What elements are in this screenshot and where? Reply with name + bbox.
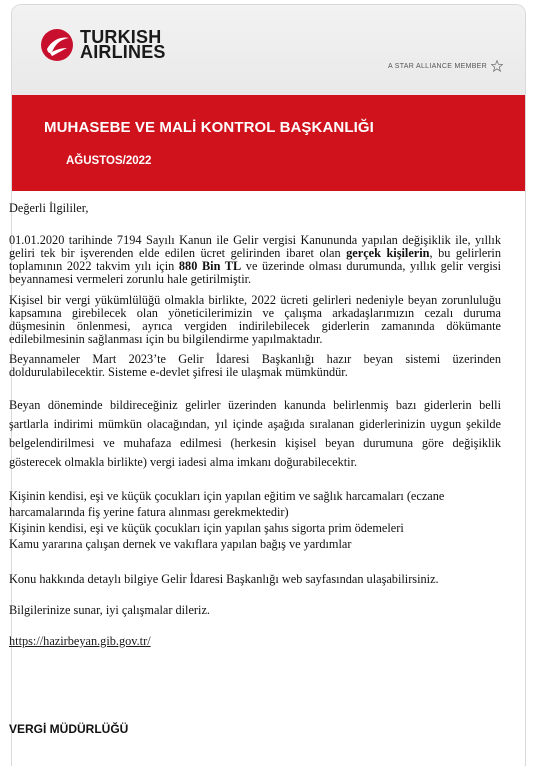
brand-name-line2: AIRLINES	[80, 42, 166, 62]
star-alliance-text: A STAR ALLIANCE MEMBER	[387, 62, 487, 70]
expense-list	[9, 488, 501, 552]
banner-date: AĞUSTOS/2022	[66, 155, 152, 167]
paragraph-1-text-c: ve üzerinde olması durumunda, yıllık gelir vergisi beyannamesi vermeleri zorunlu hale getirilmiştir.	[9, 259, 501, 286]
signoff: VERGİ MÜDÜRLÜĞÜ	[9, 722, 129, 736]
paragraph-1-text-a: 01.01.2020 tarihinde 7194 Sayılı Kanun ile Gelir vergisi Kanununda yapılan değişiklik ile, yıllık geliri tek bir işverenden elde edilen ücret gelirinden ibaret olan	[9, 233, 501, 260]
paragraph-2: Kişisel bir vergi yükümlülüğü olmakla birlikte, 2022 ücreti gelirleri nedeniyle beyan zorunluluğu kapsamına girebilecek olan yöneticilerimizin ve çalışma arkadaşlarımızın cezalı duruma düşmesinin önlenmesi, ayrıca vergiden indirilebilecek giderlerin zamanında dökümante edilebilmesinin sağlanması için bu bilgilendirme yapılmaktadır.	[9, 293, 501, 346]
gib-link[interactable]: https://hazirbeyan.gib.gov.tr/	[9, 634, 151, 648]
paragraph-1	[9, 234, 501, 286]
expense-item-2: Kişinin kendisi, eşi ve küçük çocukları için yapılan şahıs sigorta prim ödemeleri	[9, 521, 404, 535]
brand-name-line1: TURKISH	[80, 27, 162, 47]
paragraph-1-text-b: , bu gelirlerin toplamının 2022 takvim yılı için	[9, 246, 501, 273]
gib-link-line	[9, 635, 501, 648]
header	[12, 5, 525, 95]
paragraph-4: Beyan döneminde bildireceğiniz gelirler üzerinden kanunda belirlenmiş bazı giderlerin belli şartlarla indirimi mümkün olacağından, yıl içinde aşağıda sıralanan giderlerinizin uygun şekilde belgelendirilmesi ve muhafaza edilmesi (herkesin kişisel beyan durumuna göre değişiklik gösterecek olmakla birlikte) vergi iadesi alma imkanı doğurabilecektir.	[9, 398, 501, 469]
letter-body	[9, 202, 501, 648]
brand-name	[80, 27, 166, 62]
banner-title: MUHASEBE VE MALİ KONTROL BAŞKANLIĞI	[44, 119, 374, 136]
title-banner	[12, 95, 525, 191]
expense-item-3: Kamu yararına çalışan dernek ve vakıflara yapılan bağış ve yardımlar	[9, 537, 352, 551]
paragraph-6: Bilgilerinize sunar, iyi çalışmalar dileriz.	[9, 603, 210, 617]
star-alliance-icon	[491, 60, 503, 72]
paragraph-1-bold-a: gerçek kişilerin	[346, 246, 430, 260]
expense-item-1: Kişinin kendisi, eşi ve küçük çocukları için yapılan eğitim ve sağlık harcamaları (eczane harcamalarında fiş yerine fatura alınması gerekmektedir)	[9, 489, 445, 519]
turkish-airlines-logo-icon	[40, 28, 74, 62]
paragraph-5: Konu hakkında detaylı bilgiye Gelir İdaresi Başkanlığı web sayfasından ulaşabilirsiniz.	[9, 572, 439, 586]
paragraph-3: Beyannameler Mart 2023’te Gelir İdaresi Başkanlığı hazır beyan sistemi üzerinden doldurulabilecektir. Sisteme e-devlet şifresi ile ulaşmak mümkündür.	[9, 352, 501, 379]
brand-logo	[40, 28, 166, 62]
paragraph-1-bold-b: 880 Bin TL	[178, 259, 242, 273]
greeting: Değerli İlgililer,	[9, 201, 89, 215]
star-alliance-badge	[388, 60, 503, 72]
